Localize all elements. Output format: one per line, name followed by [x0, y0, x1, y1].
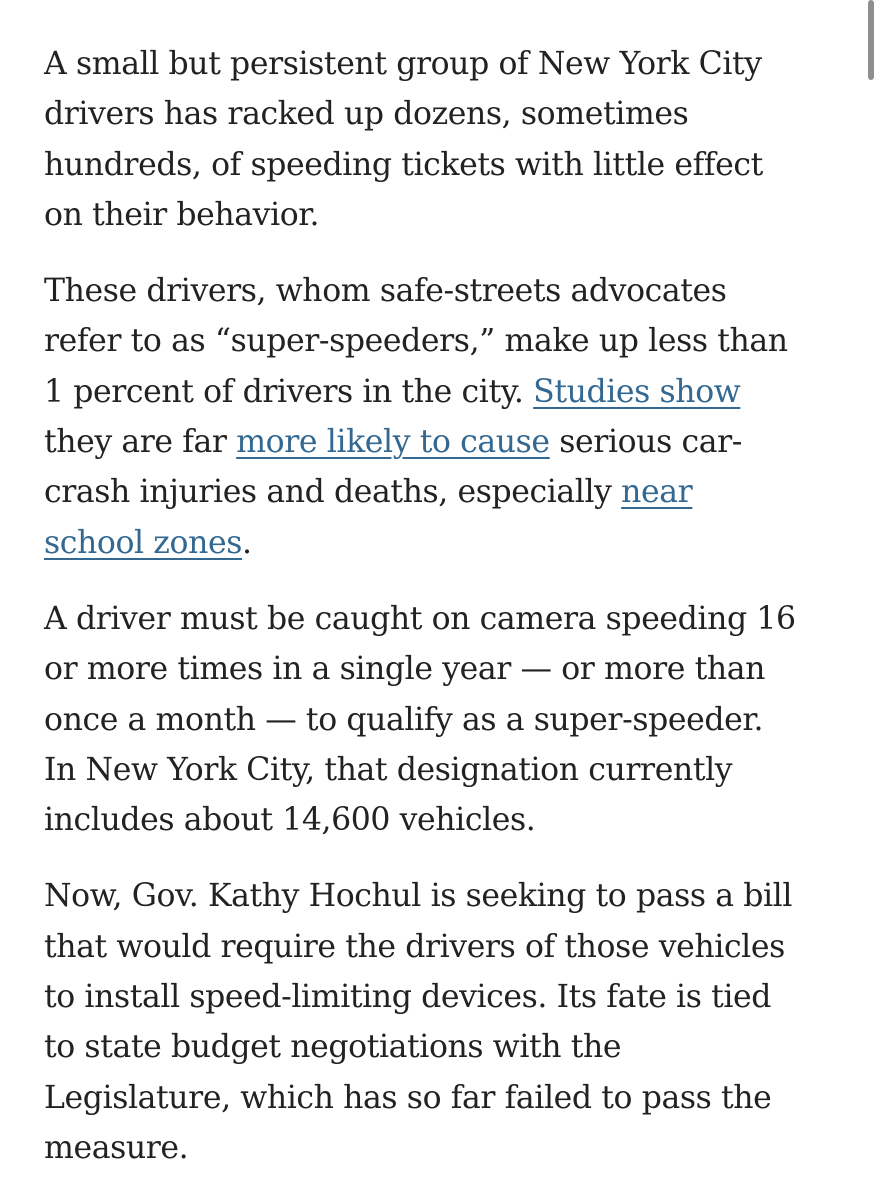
text-line: In New York City, that designation currently	[44, 751, 733, 788]
text-line: hundreds, of speeding tickets with little effect	[44, 146, 763, 183]
text-line: or more times in a single year — or more than	[44, 651, 765, 688]
article-body	[44, 39, 844, 1199]
text-line: to state budget negotiations with the	[44, 1029, 622, 1066]
text-fragment: 1 percent of drivers in the city.	[44, 373, 534, 410]
text-line: A driver must be caught on camera speeding 16	[44, 600, 796, 637]
text-line	[44, 518, 844, 568]
text-line: on their behavior.	[44, 196, 320, 233]
text-line: once a month — to qualify as a super-speeder.	[44, 701, 764, 738]
text-line: Legislature, which has so far failed to pass the	[44, 1079, 772, 1116]
paragraph-2	[44, 266, 844, 568]
paragraph-3	[44, 594, 844, 845]
text-line: drivers has racked up dozens, sometimes	[44, 96, 689, 133]
text-fragment: they are far	[44, 424, 237, 461]
text-line: These drivers, whom safe-streets advocates	[44, 273, 727, 310]
paragraph-4	[44, 871, 844, 1173]
link-near-school-zones-cont[interactable]: school zones	[44, 524, 242, 561]
text-line	[44, 367, 844, 417]
text-fragment: serious car-	[549, 424, 742, 461]
paragraph-1	[44, 39, 844, 240]
scrollbar-thumb[interactable]	[868, 0, 874, 80]
text-line: includes about 14,600 vehicles.	[44, 802, 536, 839]
text-line	[44, 467, 844, 517]
text-line: that would require the drivers of those vehicles	[44, 928, 785, 965]
link-near-school-zones[interactable]: near	[621, 474, 693, 511]
text-line: A small but persistent group of New York City	[44, 46, 762, 82]
text-line: measure.	[44, 1129, 189, 1166]
text-fragment: .	[241, 524, 252, 561]
text-fragment: crash injuries and deaths, especially	[44, 474, 622, 511]
link-studies-show[interactable]: Studies show	[533, 373, 741, 410]
text-line: refer to as “super-speeders,” make up less than	[44, 323, 788, 360]
text-line: Now, Gov. Kathy Hochul is seeking to pass a bill	[44, 878, 793, 915]
text-line: to install speed-limiting devices. Its fate is tied	[44, 979, 772, 1016]
text-line	[44, 417, 844, 467]
link-more-likely-to-cause[interactable]: more likely to cause	[236, 424, 550, 461]
